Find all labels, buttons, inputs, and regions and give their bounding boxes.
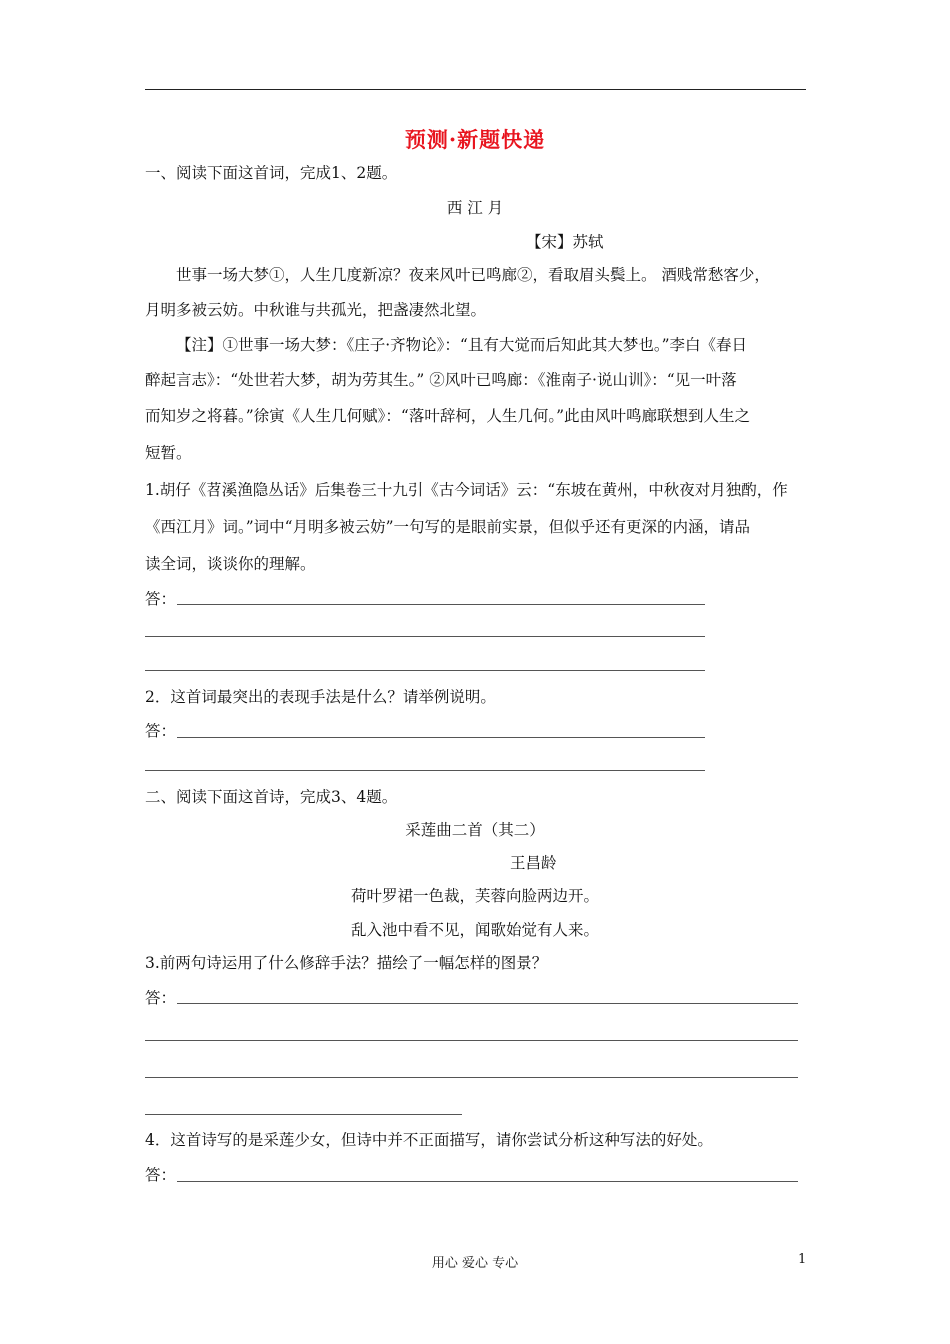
answer-1-line[interactable]	[145, 670, 705, 671]
poem2-line-1: 荷叶罗裙一色裁，芙蓉向脸两边开。	[350, 887, 599, 905]
question-1-line-2: 《西江月》词。”词中“月明多被云妨”一句写的是眼前实景，但似乎还有更深的内涵，请品	[145, 518, 751, 536]
answer-3-label: 答：	[145, 989, 177, 1007]
footer-text: 用心 爱心 专心	[431, 1256, 519, 1271]
page-number: 1	[798, 1252, 807, 1267]
question-1-line-3: 读全词，谈谈你的理解。	[145, 555, 316, 573]
poem2-author: 王昌龄	[510, 854, 557, 872]
answer-4-label: 答：	[145, 1166, 177, 1184]
answer-3-line[interactable]	[145, 1040, 798, 1041]
page-title: 预测·新题快递	[404, 127, 546, 152]
answer-2-line[interactable]	[177, 737, 705, 738]
answer-3-line[interactable]	[145, 1114, 462, 1115]
poem1-title: 西 江 月	[446, 199, 504, 217]
question-4: 4．这首诗写的是采莲少女，但诗中并不正面描写，请你尝试分析这种写法的好处。	[145, 1131, 713, 1149]
poem1-line-1: 世事一场大梦①，人生几度新凉？夜来风叶已鸣廊②，看取眉头鬓上。 酒贱常愁客少，	[176, 266, 770, 284]
answer-3-line[interactable]	[145, 1077, 798, 1078]
note-line-3: 而知岁之将暮。”徐寅《人生几何赋》：“落叶辞柯，人生几何。”此由风叶鸣廊联想到人生之	[145, 407, 751, 425]
answer-2-line[interactable]	[145, 770, 705, 771]
note-line-4: 短暂。	[145, 444, 192, 462]
note-line-1: 【注】①世事一场大梦：《庄子·齐物论》：“且有大觉而后知此其大梦也。”李白《春日	[176, 336, 748, 354]
answer-1-line[interactable]	[177, 604, 705, 605]
answer-4-line[interactable]	[177, 1181, 798, 1182]
answer-1-line[interactable]	[145, 636, 705, 637]
poem2-line-2: 乱入池中看不见，闻歌始觉有人来。	[350, 921, 599, 939]
note-line-2: 醉起言志》：“处世若大梦，胡为劳其生。” ②风叶已鸣廊：《淮南子·说山训》：“见一叶落	[145, 371, 737, 389]
question-3: 3.前两句诗运用了什么修辞手法？描绘了一幅怎样的图景？	[145, 954, 548, 972]
answer-1-label: 答：	[145, 590, 177, 608]
section2-heading: 二、阅读下面这首诗，完成3、4题。	[145, 788, 398, 806]
header-rule	[145, 89, 806, 90]
answer-3-line[interactable]	[177, 1003, 798, 1004]
answer-2-label: 答：	[145, 722, 177, 740]
question-2: 2．这首词最突出的表现手法是什么？请举例说明。	[145, 688, 496, 706]
section1-heading: 一、阅读下面这首词，完成1、2题。	[145, 164, 398, 182]
poem1-author: 【宋】苏轼	[526, 233, 604, 251]
question-1-line-1: 1.胡仔《苕溪渔隐丛话》后集卷三十九引《古今词话》云：“东坡在黄州，中秋夜对月独酌，作	[145, 481, 788, 499]
poem2-title: 采莲曲二首（其二）	[405, 821, 545, 839]
poem1-line-2: 月明多被云妨。中秋谁与共孤光，把盏凄然北望。	[145, 301, 487, 319]
